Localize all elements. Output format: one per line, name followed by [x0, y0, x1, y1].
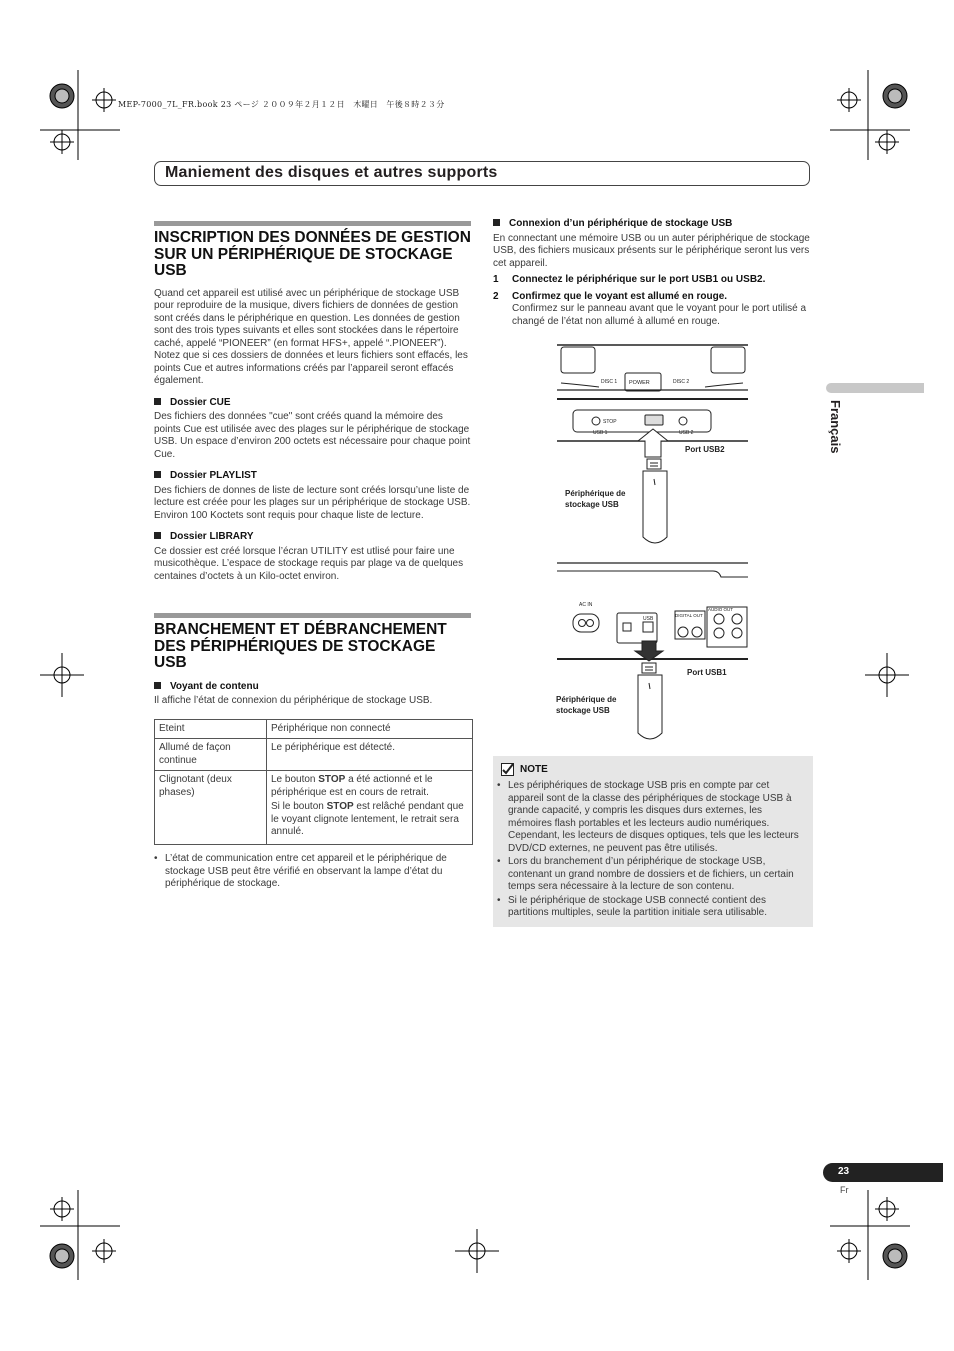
list-item: • L’état de communication entre cet appareil et le périphérique de stockage USB peut être vérifié en observant la lampe d’état du périphérique de stockage. [154, 853, 447, 889]
square-bullet-icon [154, 682, 161, 689]
usb-connection-diagram [493, 335, 813, 755]
note-list [493, 780, 813, 920]
bullet-dot-icon: • [154, 853, 158, 864]
library-text: Ce dossier est créé lorsque l’écran UTILITY est utlisé pour faire une musicothèque. L’espace de stockage requis par plage va de quelques centaines d’octets à un Kilo-octet environ. [154, 545, 464, 582]
square-bullet-icon [154, 471, 161, 478]
page-language: Fr [840, 1185, 849, 1195]
playlist-heading: Dossier PLAYLIST [154, 470, 471, 483]
table-cell: Clignotant (deux phases) [155, 771, 267, 845]
language-tab [826, 383, 924, 393]
list-item: • Si le périphérique de stockage USB connecté contient des partitions multiples, seule la partition initiale sera utilisable. [497, 894, 768, 918]
page-number: 23 [838, 1166, 850, 1177]
step-2-body: Confirmez sur le panneau avant que le voyant pour le port utilisé a changé de l’état non allumé à allumé en rouge. [512, 303, 807, 327]
table-cell: Périphérique non connecté [267, 719, 473, 739]
square-bullet-icon [493, 219, 500, 226]
panel-usb2-label: USB 2 [679, 430, 694, 436]
section1-intro: Quand cet appareil est utilisé avec un périphérique de stockage USB pour reproduire de la musique, divers fichiers de données de gestion sont créés dans le périphérique en question. Les données de gestion sont des trois types suivants et elles sont stockées dans le répertoire caché, appelé “PIONEER” (en format HFS+, appelé “.PIONEER”). Notez que si ces dossiers de données et leurs fichiers sont effacés, les points Cue et autres informations créés par l’appareil seront effacés également. [154, 287, 468, 386]
list-item: • Les périphériques de stockage USB pris en compte par cet appareil sont de la classe des périphériques de stockage USB à grande capacité, y compris les disques durs externes, les mémoires flash portables et les lecteurs audio numériques. Cependant, les lecteurs de disques optiques, tels que les lecteurs DVD/CD externes, ne peuvent pas être utilisés. [497, 780, 799, 854]
table-cell: Le périphérique est détecté. [267, 739, 473, 771]
panel-power-label: POWER [629, 380, 650, 386]
note-heading: NOTE [501, 763, 813, 776]
language-label: Français [828, 400, 843, 454]
port-usb1-label: Port USB1 [687, 668, 727, 677]
table-cell: Eteint [155, 719, 267, 739]
rear-audio-label: AUDIO OUT [708, 607, 734, 612]
connect-intro: En connectant une mémoire USB ou un auter périphérique de stockage USB, des fichiers musicaux présents sur le périphérique seront lus vers cet appareil. [493, 232, 810, 269]
section2-heading: BRANCHEMENT ET DÉBRANCHEMENT DES PÉRIPHÉRIQUES DE STOCKAGE USB [154, 621, 447, 671]
panel-stop-label: STOP [603, 419, 617, 425]
section-rule [154, 221, 471, 226]
square-bullet-icon [154, 532, 161, 539]
chapter-title: Maniement des disques et autres supports [165, 164, 498, 181]
library-heading: Dossier LIBRARY [154, 531, 471, 544]
section-rule [154, 613, 471, 618]
table-row [155, 719, 473, 739]
square-bullet-icon [154, 398, 161, 405]
bullet-dot-icon: • [497, 780, 501, 791]
rear-ac-label: AC IN [579, 602, 593, 608]
led-status-table [154, 719, 473, 846]
rear-digital-label: DIGITAL OUT [675, 613, 703, 618]
playlist-text: Des fichiers de donnes de liste de lecture sont créés lorsqu’une liste de lecture est créée pour les plages sur un périphérique de stockage USB. Environ 100 Koctets sont requis pour chaque liste de lecture. [154, 484, 471, 521]
panel-usb1-label: USB 1 [593, 430, 608, 436]
bullet-dot-icon: • [497, 894, 501, 906]
led-intro: Il affiche l’état de connexion du périphérique de stockage USB. [154, 695, 433, 706]
table-cell: Allumé de façon continue [155, 739, 267, 771]
left-column-section2 [154, 613, 471, 891]
table-cell [267, 771, 473, 845]
panel-disc1-label: DISC 1 [601, 379, 618, 385]
right-column [493, 212, 811, 328]
bullet-dot-icon: • [497, 856, 501, 867]
connect-heading: Connexion d’un périphérique de stockage USB [493, 218, 811, 231]
step-2: 2 Confirmez que le voyant est allumé en rouge. [493, 290, 728, 302]
print-header-meta: MEP-7000_7L_FR.book 23 ページ ２００９年２月１２日 木曜日 午後８時２３分 [118, 100, 445, 109]
section1-heading: INSCRIPTION DES DONNÉES DE GESTION SUR UN PÉRIPHÉRIQUE DE STOCKAGE USB [154, 229, 471, 279]
list-item: • Lors du branchement d’un périphérique de stockage USB, contenant un grand nombre de dossiers et de fichiers, un certain temps sera nécessaire à la lecture de son contenu. [497, 856, 794, 892]
led-heading: Voyant de contenu [154, 681, 471, 694]
chapter-title-bar [154, 161, 810, 186]
panel-disc2-label: DISC 2 [673, 379, 690, 385]
cue-heading: Dossier CUE [154, 397, 471, 410]
rear-usb-label: USB [643, 616, 654, 622]
note-box [493, 756, 813, 927]
blink-desc-2: Si le bouton STOP est relâché pendant que le voyant clignote lentement, le retrait sera annulé. [271, 801, 464, 837]
table-row [155, 771, 473, 845]
step-1: 1 Connectez le périphérique sur le port USB1 ou USB2. [493, 274, 766, 285]
usb-device-label-1: Périphérique de stockage USB [565, 489, 626, 509]
blink-desc-1: Le bouton STOP a été actionné et le périphérique est en cours de retrait. [271, 774, 433, 798]
left-column [154, 221, 471, 583]
checkmark-icon [501, 763, 514, 776]
cue-text: Des fichiers des données "cue" sont créés quand la mémoire des points Cue est utilisée avec des plages sur le périphérique de stockage USB. Un espace d’environ 200 octets est nécessaire pour chaque point Cue. [154, 411, 471, 460]
usb-device-label-2: Périphérique de stockage USB [556, 695, 617, 715]
port-usb2-label: Port USB2 [685, 445, 725, 454]
table-row [155, 739, 473, 771]
